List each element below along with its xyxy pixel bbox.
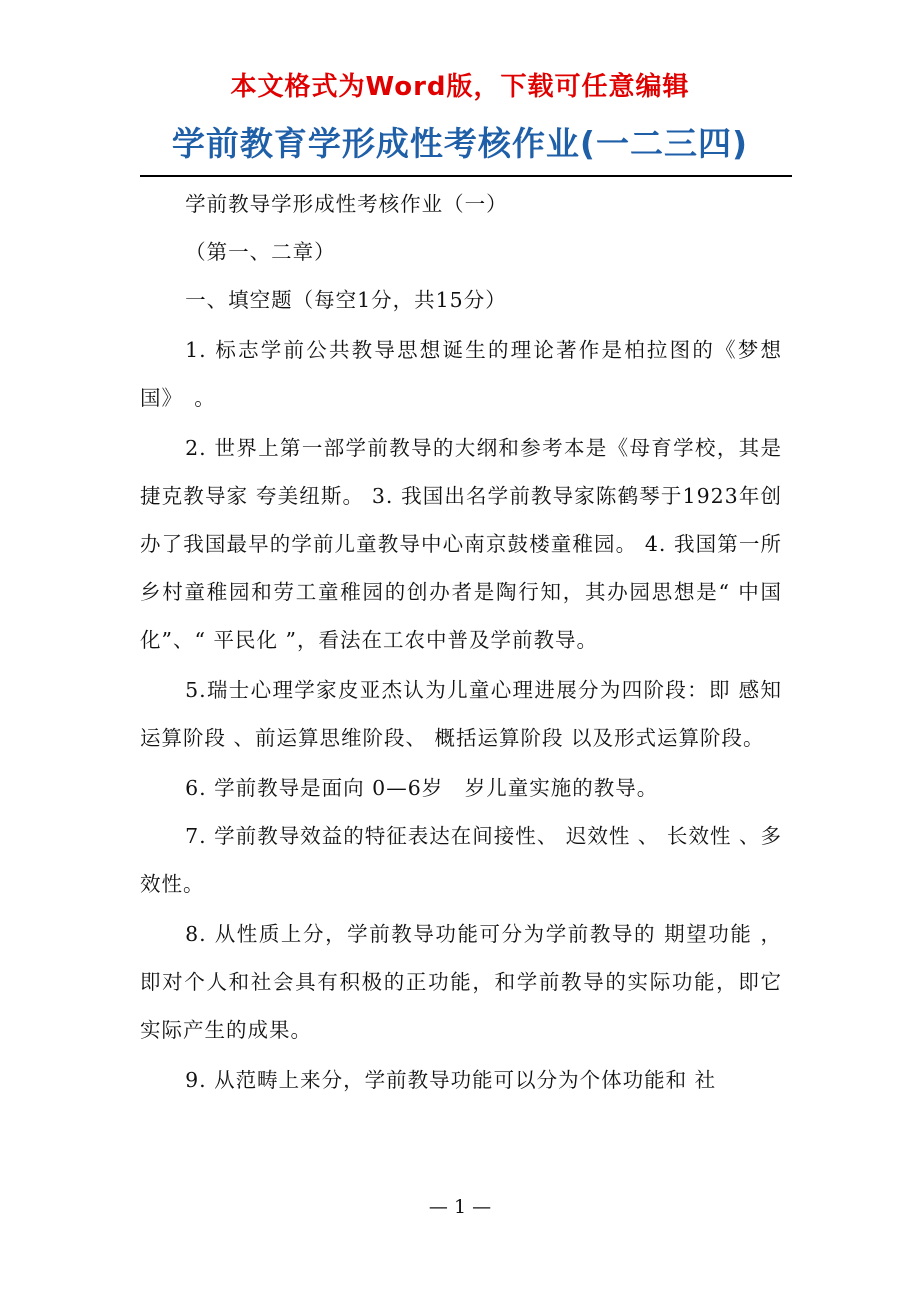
title-divider [140, 175, 792, 177]
question-heading: 一、填空题（每空1分，共15分） [185, 288, 507, 312]
question-item-6: 6. 学前教导是面向 0—6岁 岁儿童实施的教导。 [185, 776, 659, 800]
page-number: — 1 — [428, 1196, 492, 1218]
question-item-9: 9. 从范畴上来分，学前教导功能可以分为个体功能和 社 [185, 1068, 717, 1092]
question-item-2: 2. 世界上第一部学前教导的大纲和参考本是《母育学校，其是捷克教导家 夸美纽斯。 3. 我国出名学前教导家陈鹤琴于1923年创办了我国最早的学前儿童教导中心南京鼓楼童稚园。 4. 我国第一所乡村童稚园和劳工童稚园的创办者是陶行知，其办园思想是“ 中国化”、“ 平民化 ”，看法在工农中普及学前教导。 [140, 436, 782, 652]
question-item-1: 1. 标志学前公共教导思想诞生的理论著作是柏拉图的《梦想国》 。 [140, 338, 782, 410]
format-banner: 本文格式为Word版，下载可任意编辑 [230, 72, 690, 102]
document-title: 学前教育学形成性考核作业(一二三四) [171, 124, 749, 163]
question-item-5: 5.瑞士心理学家皮亚杰认为儿童心理进展分为四阶段：即 感知运算阶段 、前运算思维阶段、 概括运算阶段 以及形式运算阶段。 [140, 678, 782, 750]
document-body [140, 180, 782, 1104]
section-heading: 学前教导学形成性考核作业（一） [185, 192, 508, 216]
question-item-7: 7. 学前教导效益的特征表达在间接性、 迟效性 、 长效性 、多效性。 [140, 824, 782, 896]
chapter-note: （第一、二章） [185, 240, 336, 264]
question-item-8: 8. 从性质上分，学前教导功能可分为学前教导的 期望功能 ，即对个人和社会具有积极的正功能，和学前教导的实际功能，即它实际产生的成果。 [140, 922, 782, 1042]
